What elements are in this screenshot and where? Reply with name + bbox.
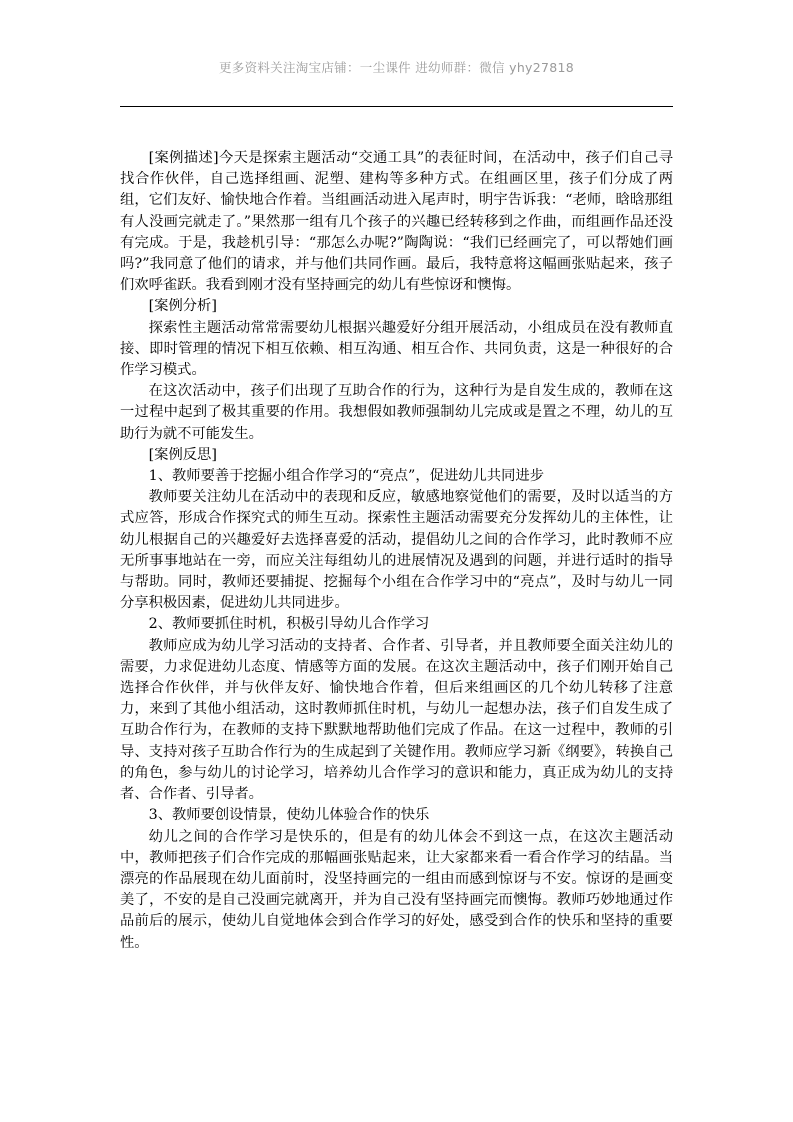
header-divider bbox=[120, 106, 673, 107]
case-description-heading: [案例描述] bbox=[148, 150, 219, 166]
reflection-point-1-title: 1、教师要善于挖掘小组合作学习的“亮点”，促进幼儿共同进步 bbox=[148, 468, 545, 485]
reflection-point-1-body: 教师要关注幼儿在活动中的表现和反应，敏感地察觉他们的需要，及时以适当的方式应答，形成合作探究式的师生互动。探索性主题活动需要充分发挥幼儿的主体性，让幼儿根据自己的兴趣爱好去选择喜爱的活动，提倡幼儿之间的合作学习，此时教师不应无所事事地站在一旁，而应关注每组幼儿的进展情况及遇到的问题，并进行适时的指导与帮助。同时，教师还要捕捉、挖掘每个小组在合作学习中的“亮点”，及时与幼儿一同分享积极因素，促进幼儿共同进步。 bbox=[120, 489, 673, 612]
reflection-point-3-body: 幼儿之间的合作学习是快乐的，但是有的幼儿体会不到这一点，在这次主题活动中，教师把孩子们合作完成的那幅画张贴起来，让大家都来看一看合作学习的结晶。当漂亮的作品展现在幼儿面前时，没坚持画完的一组由而感到惊讶与不安。惊讶的是画变美了，不安的是自己没画完就离开，并为自己没有坚持画完而懊悔。教师巧妙地通过作品前后的展示，使幼儿自觉地体会到合作学习的好处，感受到合作的快乐和坚持的重要性。 bbox=[120, 828, 673, 951]
page-header-watermark: 更多资料关注淘宝店铺：一尘课件 进幼师群：微信 yhy27818 bbox=[218, 60, 575, 75]
reflection-point-2-title: 2、教师要抓住时机，积极引导幼儿合作学习 bbox=[148, 616, 430, 633]
case-analysis-heading: [案例分析] bbox=[148, 298, 217, 315]
case-analysis-paragraph-1: 探索性主题活动常常需要幼儿根据兴趣爱好分组开展活动，小组成员在没有教师直接、即时管理的情况下相互依赖、相互沟通、相互合作、共同负责，这是一种很好的合作学习模式。 bbox=[120, 319, 673, 379]
case-description-paragraph bbox=[120, 148, 673, 296]
case-reflection-heading: [案例反思] bbox=[148, 446, 217, 463]
article-body bbox=[120, 148, 673, 954]
reflection-point-3-title: 3、教师要创设情景，使幼儿体验合作的快乐 bbox=[148, 807, 430, 824]
case-analysis-paragraph-2: 在这次活动中，孩子们出现了互助合作的行为，这种行为是自发生成的，教师在这一过程中起到了极其重要的作用。我想假如教师强制幼儿完成或是置之不理，幼儿的互助行为就不可能发生。 bbox=[120, 383, 673, 442]
case-description-text: 今天是探索主题活动“交通工具”的表征时间，在活动中，孩子们自己寻找合作伙伴，自己选择组画、泥塑、建构等多种方式。在组画区里，孩子们分成了两组，它们友好、愉快地合作着。当组画活动进入尾声时，明宇告诉我：“老师，晗晗那组有人没画完就走了。”果然那一组有几个孩子的兴趣已经转移到之作曲，而组画作品还没有完成。于是，我趁机引导：“那怎么办呢?”陶陶说：“我们已经画完了，可以帮她们画吗?”我同意了他们的请求，并与他们共同作画。最后，我特意将这幅画张贴起来，孩子们欢呼雀跃。我看到刚才没有坚持画完的幼儿有些惊讶和懊悔。 bbox=[120, 150, 673, 294]
reflection-point-2-body: 教师应成为幼儿学习活动的支持者、合作者、引导者，并且教师要全面关注幼儿的需要，力求促进幼儿态度、情感等方面的发展。在这次主题活动中，孩子们刚开始自己选择合作伙伴，并与伙伴友好、愉快地合作着，但后来组画区的几个幼儿转移了注意力，来到了其他小组活动，这时教师抓住时机，与幼儿一起想办法，孩子们自发生成了互助合作行为，在教师的支持下默默地帮助他们完成了作品。在这一过程中，教师的引导、支持对孩子互助合作行为的生成起到了关键作用。教师应学习新《纲要》，转换自己的角色，参与幼儿的讨论学习，培养幼儿合作学习的意识和能力，真正成为幼儿的支持者、合作者、引导者。 bbox=[120, 637, 673, 803]
